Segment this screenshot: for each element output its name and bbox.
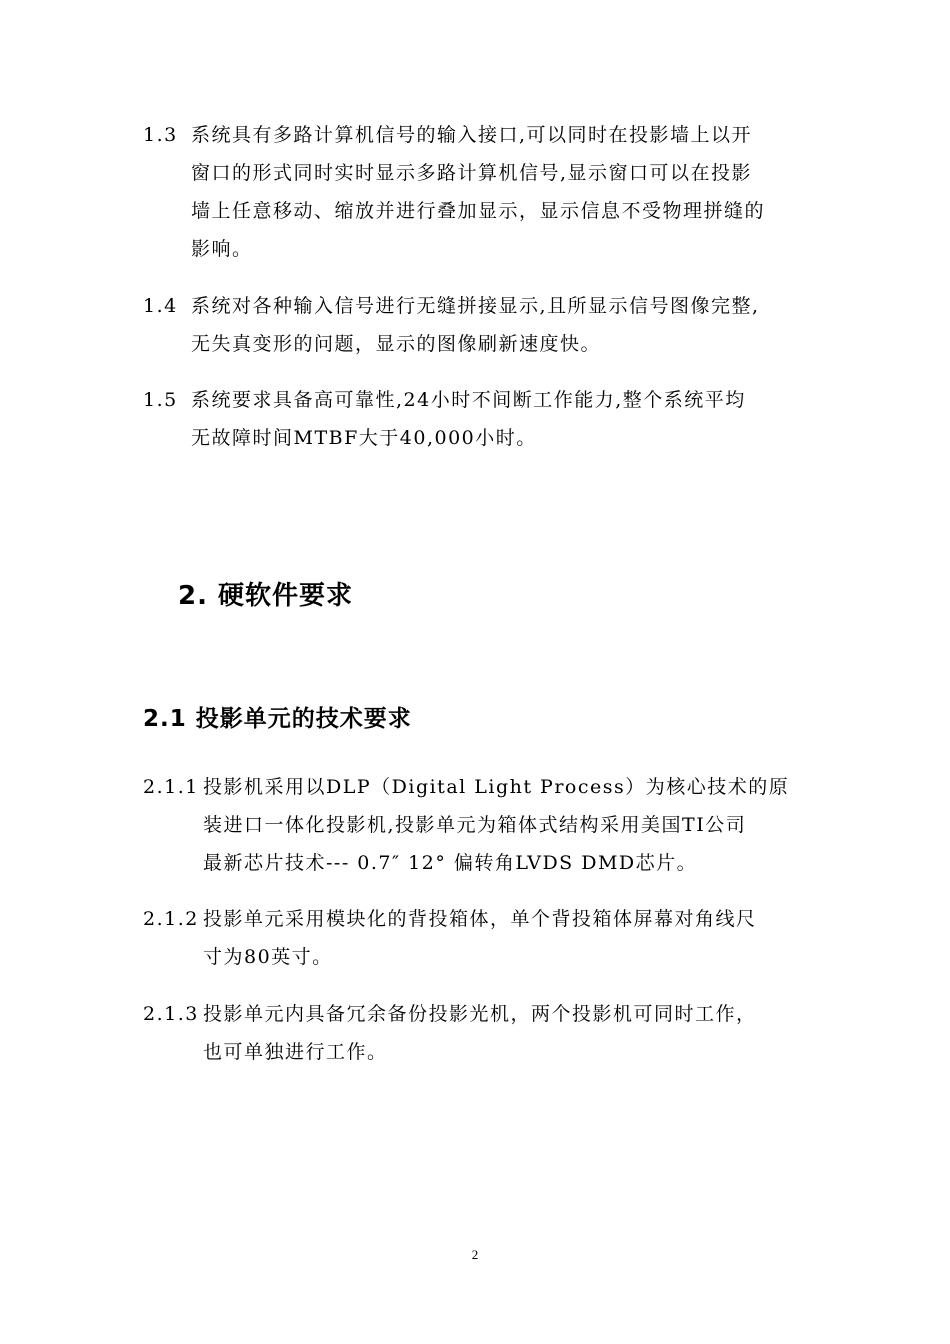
item-line: 系统要求具备高可靠性,24小时不间断工作能力,整个系统平均: [191, 389, 746, 411]
item-line: 无故障时间MTBF大于40,000小时。: [191, 427, 537, 449]
item-line: 投影单元采用模块化的背投箱体，单个背投箱体屏幕对角线尺: [203, 908, 757, 930]
item-number: 2.1.1: [143, 776, 199, 798]
item-line: 墙上任意移动、缩放并进行叠加显示，显示信息不受物理拼缝的: [191, 200, 766, 222]
item-line: 影响。: [191, 238, 253, 260]
item-line: 也可单独进行工作。: [203, 1041, 388, 1063]
item-line: 寸为80英寸。: [203, 946, 333, 968]
item-body: [203, 995, 823, 1071]
page-number: 2: [471, 1247, 479, 1262]
item-number: 2.1.2: [143, 908, 199, 930]
item-line: 装进口一体化投影机,投影单元为箱体式结构采用美国TI公司: [203, 814, 747, 836]
list-item-1-4: [143, 287, 823, 363]
item-body: [191, 287, 823, 363]
list-item-2-1-3: [143, 995, 823, 1071]
item-body: [191, 116, 823, 268]
item-line: 最新芯片技术--- 0.7″ 12° 偏转角LVDS DMD芯片。: [203, 852, 698, 874]
item-line: 无失真变形的问题，显示的图像刷新速度快。: [191, 333, 602, 355]
list-item-1-3: [143, 116, 823, 268]
item-body: [191, 381, 823, 457]
item-line: 系统具有多路计算机信号的输入接口,可以同时在投影墙上以开: [191, 124, 753, 146]
item-body: [203, 900, 823, 976]
list-item-2-1-1: [143, 768, 823, 882]
item-number: 1.3: [143, 124, 178, 146]
item-line: 窗口的形式同时实时显示多路计算机信号,显示窗口可以在投影: [191, 162, 753, 184]
item-number: 1.4: [143, 295, 178, 317]
list-item-1-5: [143, 381, 823, 457]
item-number: 1.5: [143, 389, 178, 411]
item-line: 投影机采用以DLP（Digital Light Process）为核心技术的原: [203, 776, 790, 798]
item-number: 2.1.3: [143, 1003, 199, 1025]
section-heading: 2. 硬软件要求: [178, 581, 354, 611]
list-item-2-1-2: [143, 900, 823, 976]
item-line: 投影单元内具备冗余备份投影光机，两个投影机可同时工作，: [203, 1003, 757, 1025]
subsection-heading: 2.1 投影单元的技术要求: [143, 706, 412, 732]
item-line: 系统对各种输入信号进行无缝拼接显示,且所显示信号图像完整,: [191, 295, 760, 317]
item-body: [203, 768, 823, 882]
